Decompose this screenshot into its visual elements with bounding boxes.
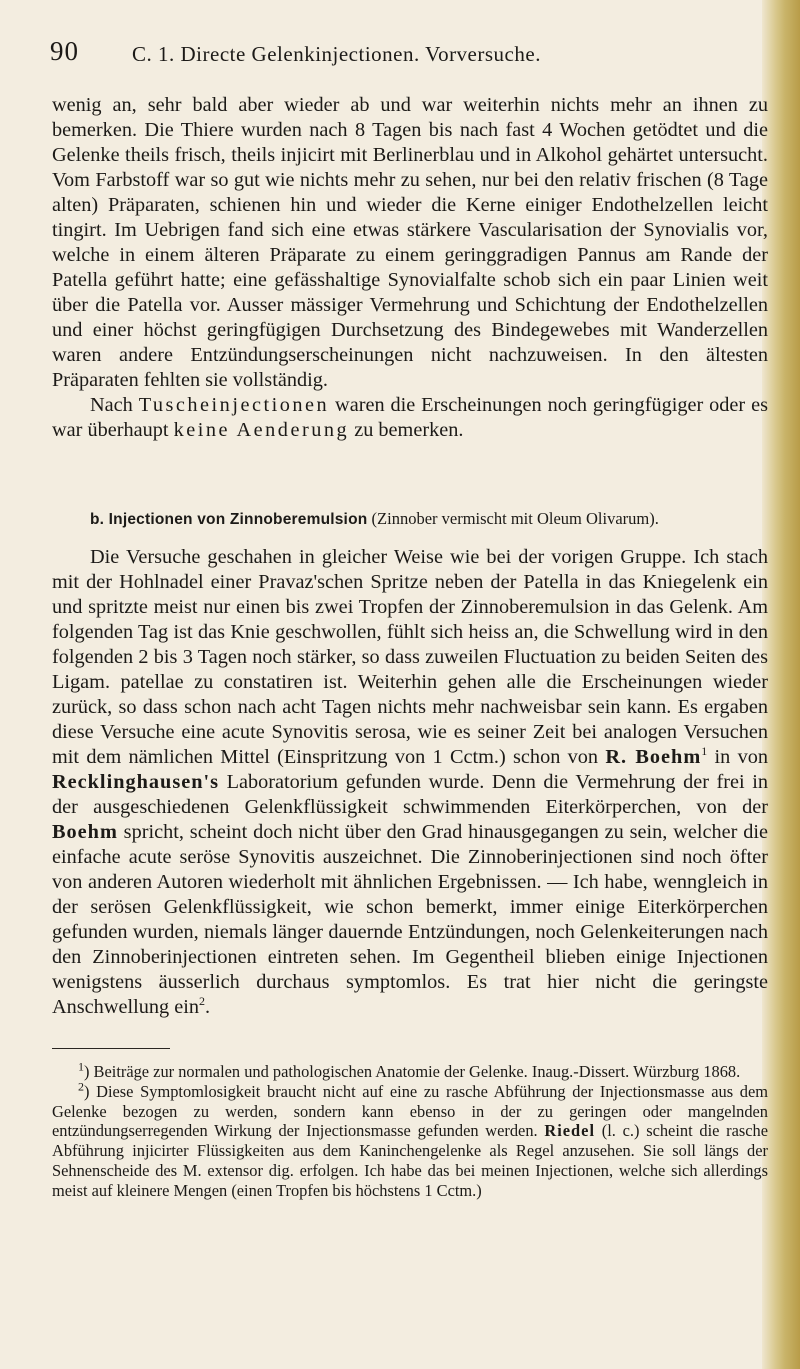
author-name: Recklinghausen's	[52, 771, 220, 793]
paragraph-2-text	[52, 545, 768, 1020]
text-run: spricht, scheint doch nicht über den Grad hinausgegangen zu sein, welcher die einfache acute seröse Synovitis auszeichnet. Die Zinnoberinjectionen sind noch öfter von anderen Autoren wiederholt mit ähnlichen Ergebnissen. — Ich habe, wenngleich in der serösen Gelenkflüssigkeit, wie schon bemerkt, immer einige Eiterkörperchen gefunden wurden, niemals länger dauernde Entzündungen, noch Gelenkeiterungen nach den Zinnoberinjectionen eintreten sehen. Im Gegentheil blieben einige Injectionen wenigstens äusserlich durchaus symptomlos. Es trat hier nicht die geringste Anschwellung ein	[52, 821, 768, 1018]
running-head: C. 1. Directe Gelenkinjectionen. Vorversuche.	[132, 42, 541, 66]
author-name: Riedel	[544, 1121, 596, 1141]
author-name: Boehm	[52, 821, 118, 843]
page-header	[50, 36, 770, 76]
text-run: Die Versuche geschahen in gleicher Weise wie bei der vorigen Gruppe. Ich stach mit der Hohlnadel einer Pravaz'schen Spritze neben der Patella in das Kniegelenk ein und spritzte meist nur einen bis zwei Tropfen der Zinnoberemulsion in das Gelenk. Am folgenden Tag ist das Knie geschwollen, fühlt sich heiss an, die Schwellung wird in den folgenden 2 bis 3 Tagen noch stärker, so dass zuweilen Fluctuation zu beiden Seiten des Ligam. patellae zu constatiren ist. Weiterhin gehen alle die Erscheinungen wieder zurück, so dass schon nach acht Tagen nichts mehr nachweisbar sein kann. Es ergaben diese Versuche eine acute Synovitis serosa, wie es seiner Zeit bei analogen Versuchen mit dem nämlichen Mittel (Einspritzung von 1 Cctm.) schon von	[52, 546, 768, 768]
text-run: waren die Erscheinungen noch geringfügiger oder es war überhaupt	[52, 394, 768, 441]
author-name: R. Boehm	[605, 746, 702, 768]
emphasis-keine-aenderung: keine Aenderung	[173, 419, 350, 441]
text-run: Laboratorium gefunden wurde. Denn die Vermehrung der frei in der ausgeschiedenen Gelenkflüssigkeit schwimmenden Eiterkörperchen, von der	[52, 771, 768, 818]
footnote-ref-1: 1	[701, 744, 708, 759]
text-run: .	[205, 996, 211, 1018]
footnotes	[52, 1059, 768, 1201]
footnote-text: ) Beiträge zur normalen und pathologischen Anatomie der Gelenke. Inaug.-Dissert. Würzburg 1868.	[84, 1062, 741, 1081]
page-number: 90	[50, 36, 79, 66]
text-run: Nach	[90, 394, 139, 416]
text-run: in von	[707, 746, 768, 768]
footnote-marker: 1	[78, 1059, 84, 1074]
footnote-ref-2: 2	[199, 994, 206, 1009]
footnote-text: (l. c.) scheint die rasche Abführung injicirter Flüssigkeiten aus dem Kaninchengelenke als Regel anzusehen. Sie soll längs der Sehnenscheide des M. extensor dig. erfolgen. Ich habe das bei meinen Injectionen, welche sich allerdings meist auf kleinere Mengen (einen Tropfen bis höchstens 1 Cctm.)	[52, 1121, 768, 1200]
paragraph-1-part-a: wenig an, sehr bald aber wieder ab und war weiterhin nichts mehr an ihnen zu bemerken. Die Thiere wurden nach 8 Tagen bis nach fast 4 Wochen getödtet und die Gelenke theils frisch, theils injicirt mit Berlinerblau und in Alkohol gehärtet untersucht. Vom Farbstoff war so gut wie nichts mehr zu sehen, nur bei den relativ frischen (8 Tage alten) Präparaten, schienen hin und wieder die Kerne einiger Endothelzellen leicht tingirt. Im Uebrigen fand sich eine etwas stärkere Vascularisation der Synovialis vor, welche in einem älteren Präparate zu einem geringgradigen Pannus am Rande der Patella geführt hatte; eine gefässhaltige Synovialfalte schob sich ein paar Linien weit über die Patella vor. Ausser mässiger Vermehrung und Schichtung der Endothelzellen und einer höchst geringfügigen Durchsetzung des Bindegewebes mit Wanderzellen waren andere Entzündungserscheinungen nicht nachzuweisen. In den ältesten Präparaten fehlten sie vollständig.	[52, 94, 768, 391]
paragraph-1-part-b	[52, 393, 768, 443]
section-heading-note: (Zinnober vermischt mit Oleum Olivarum).	[371, 509, 659, 528]
footnote-2	[52, 1079, 768, 1201]
footnote-marker: 2	[78, 1079, 84, 1094]
footnote-text: ) Diese Symptomlosigkeit braucht nicht auf eine zu rasche Abführung der Injectionsmasse aus dem Gelenke bezogen zu werden, sondern kann ebenso in der zu geringen oder mangelnden entzündungserregenden Wirkung der Injectionsmasse gefunden werden.	[52, 1081, 768, 1141]
paragraph-2	[52, 545, 768, 1020]
footnote-1	[52, 1059, 768, 1082]
footnote-divider	[52, 1048, 170, 1049]
section-heading	[90, 509, 770, 529]
paragraph-1	[52, 93, 768, 443]
emphasis-tuscheinjectionen: Tuscheinjectionen	[138, 394, 330, 416]
text-run: zu bemerken.	[349, 419, 464, 441]
section-heading-label: b. Injectionen von Zinnoberemulsion	[90, 511, 368, 528]
